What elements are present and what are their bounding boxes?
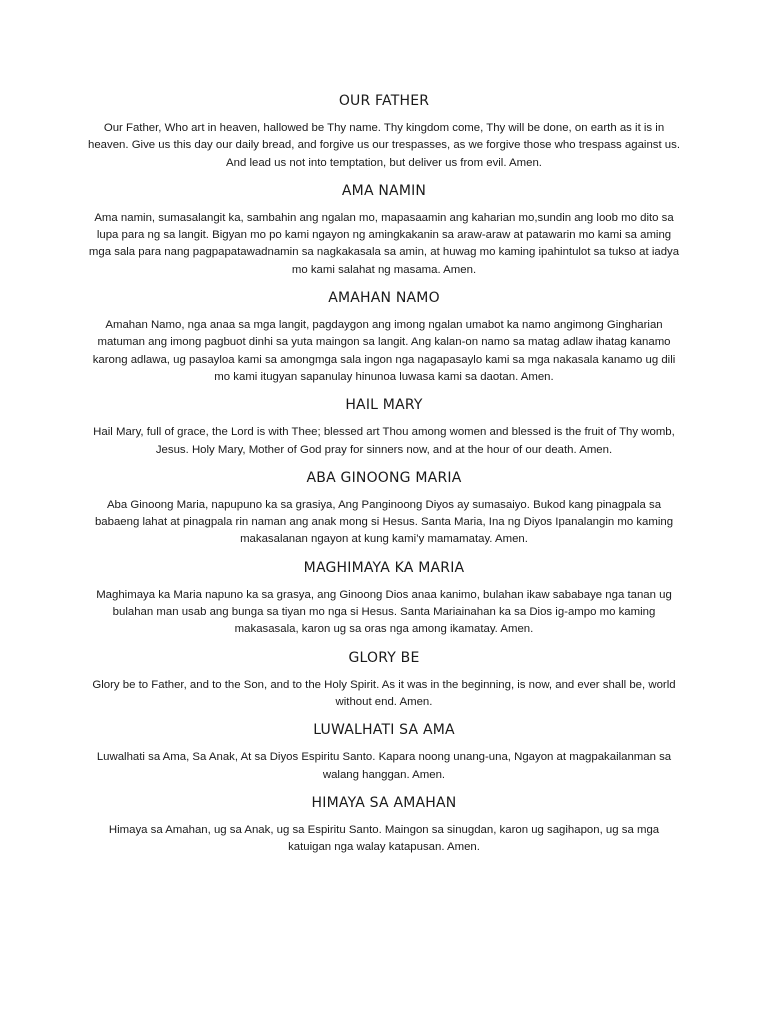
prayer-title: LUWALHATI SA AMA [313,722,455,739]
prayer-title: ABA GINOONG MARIA [306,469,462,486]
prayer-text: Maghimaya ka Maria napuno ka sa grasya, ang Ginoong Dios anaa kanimo, bulahan ikaw sababaye nga tanan ug bulahan man usab ang bunga sa tiyan mo nga si Hesus. Santa Mariainahan ka sa Dios ig-ampo mo kaming makasasala, karon ug sa oras nga among ikamatay. Amen. [96,588,672,636]
prayer-text: Luwalhati sa Ama, Sa Anak, At sa Diyos Espiritu Santo. Kapara noong unang-una, Ngayon at magpakailanman sa walang hanggan. Amen. [96,751,672,781]
prayer-hail-mary [88,395,680,459]
prayer-title: OUR FATHER [338,93,430,109]
prayer-glory-be [88,648,680,712]
prayer-text: Aba Ginoong Maria, napupuno ka sa grasiya, Ang Panginoong Diyos ay sumasaiyo. Bukod kang pinagpala sa babaeng lahat at pinagpala rin naman ang anak mong si Hesus. Santa Maria, Ina ng Diyos Ipanalangin mo kaming makasalanan ngayon at kung kami’y mamamatay. Amen. [94,498,674,546]
prayer-title: HIMAYA SA AMAHAN [311,794,457,811]
prayer-title: AMA NAMIN [341,182,427,199]
prayer-ama-namin [88,181,680,279]
prayer-text: Glory be to Father, and to the Son, and to the Holy Spirit. As it was in the beginning, is now, and ever shall be, world without end. Amen. [92,678,676,708]
prayer-text: Ama namin, sumasalangit ka, sambahin ang ngalan mo, mapasaamin ang kaharian mo,sundin ang loob mo dito sa lupa para ng sa langit. Bigyan mo po kami ngayon ng amingkakanin sa araw-araw at patawarin mo kami sa aming mga sala para nang pagpapatawadnamin sa nagkakasala sa amin, at huwag mo kaming ipahintulot sa tukso at iadya mo kami salahat ng masama. Amen. [88,211,680,276]
prayer-text: Hail Mary, full of grace, the Lord is with Thee; blessed art Thou among women and blessed is the fruit of Thy womb, Jesus. Holy Mary, Mother of God pray for sinners now, and at the hour of our death. Amen. [93,426,675,456]
prayer-text: Himaya sa Amahan, ug sa Anak, ug sa Espiritu Santo. Maingon sa sinugdan, karon ug sagihapon, ug sa mga katuigan nga walay katapusan. Amen. [108,823,660,854]
prayer-maghimaya-ka-maria [88,558,680,639]
prayer-title: AMAHAN NAMO [328,290,440,307]
prayer-aba-ginoong-maria [88,468,680,549]
prayer-himaya-sa-amahan [88,793,680,857]
prayer-text: Our Father, Who art in heaven, hallowed be Thy name. Thy kingdom come, Thy will be done, on earth as it is in heaven. Give us this day our daily bread, and forgive us our trespasses, as we forgive those who trespass against us. And lead us not into temptation, but deliver us from evil. Amen. [88,122,681,169]
prayer-title: HAIL MARY [345,397,423,414]
prayer-luwalhati-sa-ama [88,720,680,784]
prayer-our-father [88,91,680,172]
prayer-title: MAGHIMAYA KA MARIA [303,559,465,576]
prayer-amahan-namo [88,288,680,386]
prayer-title: GLORY BE [348,649,420,666]
prayer-text: Amahan Namo, nga anaa sa mga langit, pagdaygon ang imong ngalan umabot ka namo angimong Gingharian matuman ang imong pagbuot dinhi sa yuta maingon sa langit. Ang kalan-on namo sa matag adlaw ihatag kanamo karong adlawa, ug pasayloa kami sa amongmga sala ingon nga nagapasaylo kami sa mga nakasala kanamo ug dili mo kami itugyan sapanulay hinunoa luwasa kami sa daotan. Amen. [92,319,676,383]
document-page [88,91,680,865]
